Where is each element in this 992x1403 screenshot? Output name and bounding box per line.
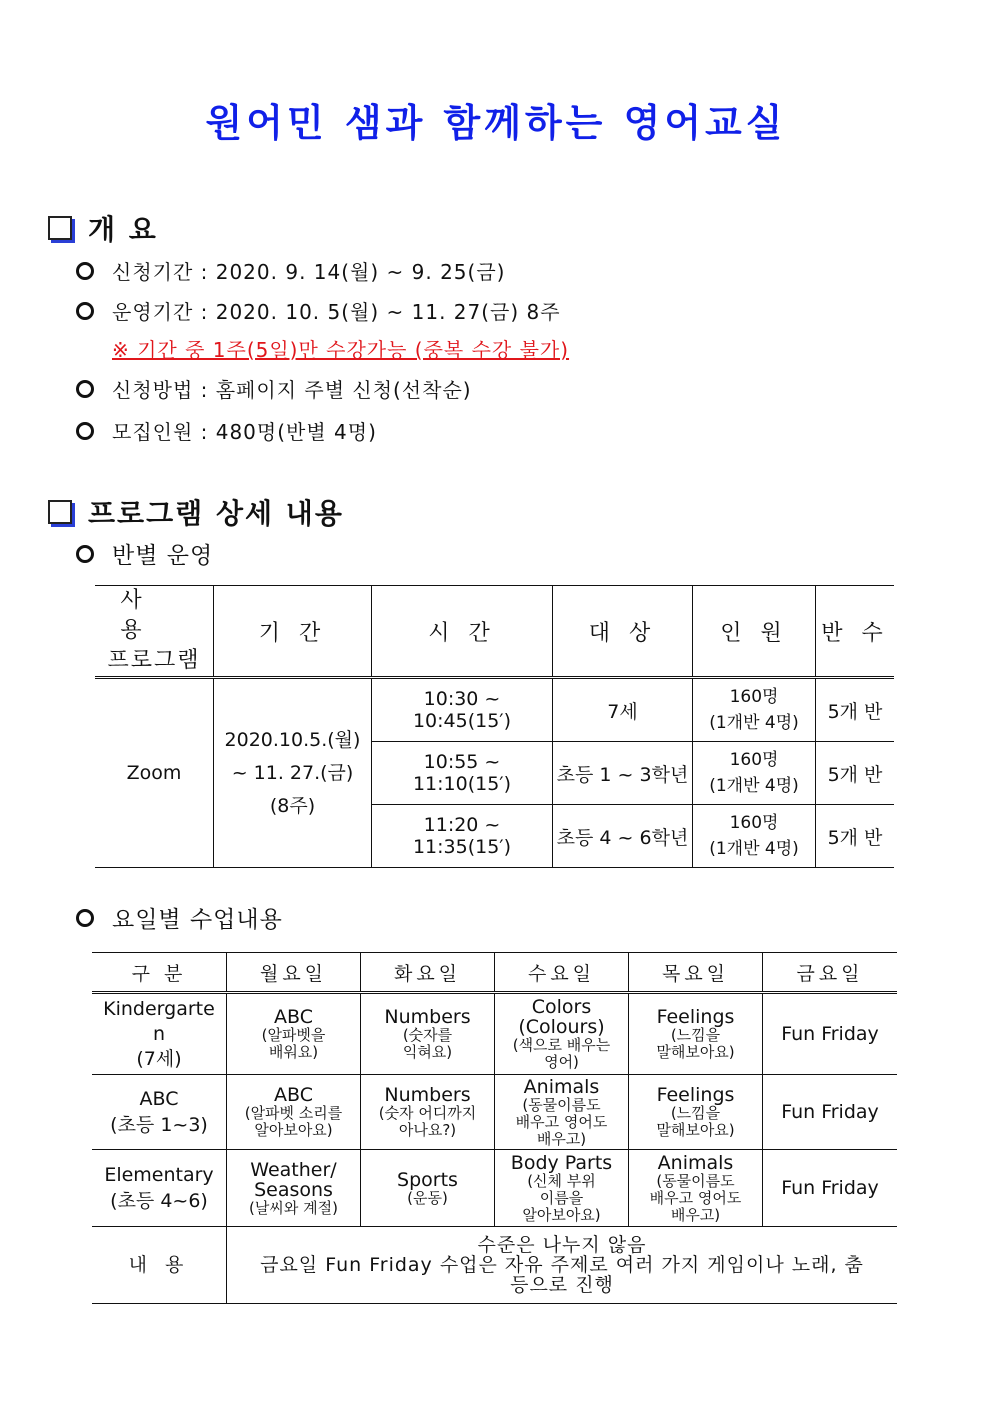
cell-wed	[495, 1150, 629, 1227]
cell-tue	[361, 1150, 495, 1227]
lesson-desc: 이름을	[539, 1188, 584, 1207]
lesson-desc: (느낌을	[670, 1104, 721, 1122]
cell-content	[227, 1227, 898, 1304]
lesson-title: ABC	[274, 1084, 313, 1106]
circle-bullet-icon	[76, 909, 94, 927]
cell-thu	[629, 993, 763, 1075]
header-thu: 목요일	[629, 953, 763, 993]
cell-content-label: 내 용	[92, 1227, 227, 1304]
header-program	[95, 586, 214, 678]
lesson-title: Feelings	[656, 1084, 735, 1106]
lesson-title: Numbers	[384, 1006, 471, 1028]
subsection-title: 요일별 수업내용	[112, 907, 283, 933]
circle-bullet-icon	[76, 380, 94, 398]
cell-mon	[227, 1150, 361, 1227]
lesson-desc: (동물이름도	[656, 1171, 735, 1190]
people-sub: (1개반 4명)	[709, 776, 799, 796]
lesson-title: Weather/	[250, 1158, 337, 1181]
overview-item-text: 신청방법 : 홈페이지 주별 신청(선착순)	[112, 378, 472, 402]
lesson-title: Numbers	[384, 1084, 471, 1106]
period-note: ※ 기간 중 1주(5일)만 수강가능 (중복 수강 불가)	[112, 338, 570, 362]
table-row	[95, 678, 894, 742]
header-period: 기 간	[214, 586, 372, 678]
header-text: 사 용	[120, 588, 188, 643]
lesson-desc: 익혀요)	[402, 1043, 453, 1061]
lesson-desc: (숫자 어디까지	[378, 1104, 477, 1122]
header-mon: 월요일	[227, 953, 361, 993]
lesson-title: (Colours)	[518, 1016, 605, 1038]
lesson-desc: 배우고 영어도	[515, 1112, 608, 1131]
table-row	[92, 993, 897, 1075]
group-line: Elementary	[104, 1164, 214, 1186]
header-fri: 금요일	[763, 953, 898, 993]
cell-wed	[495, 993, 629, 1075]
period-line: 2020.10.5.(월)	[224, 728, 361, 751]
lesson-title: Sports	[397, 1168, 458, 1191]
content-line: 등으로 진행	[510, 1274, 614, 1296]
table-row	[92, 1150, 897, 1227]
subsection-daily-content	[76, 901, 283, 934]
lesson-desc: 말해보아요)	[656, 1121, 735, 1139]
content-line: 수준은 나누지 않음	[477, 1234, 647, 1256]
header-target: 대 상	[553, 586, 693, 678]
people-count: 160명	[729, 750, 779, 770]
cell-program: Zoom	[95, 678, 214, 868]
section-title: 프로그램 상세 내용	[88, 497, 344, 530]
lesson-desc: 아나요?)	[398, 1121, 457, 1139]
lesson-desc: (색으로 배우는	[512, 1036, 611, 1054]
header-people: 인 원	[693, 586, 816, 678]
period-line: (8주)	[269, 794, 316, 817]
cell-mon	[227, 993, 361, 1075]
lesson-desc: 영어)	[544, 1053, 579, 1071]
daily-content-table	[92, 952, 897, 1304]
cell-group	[92, 1150, 227, 1227]
cell-period	[214, 678, 372, 868]
period-line: ~ 11. 27.(금)	[231, 761, 354, 784]
people-count: 160명	[729, 813, 779, 833]
checkbox-square-icon	[48, 216, 72, 240]
cell-classes: 5개 반	[816, 678, 895, 742]
circle-bullet-icon	[76, 262, 94, 280]
overview-item-text: 운영기간 : 2020. 10. 5(월) ~ 11. 27(금) 8주	[112, 300, 561, 324]
lesson-title: Body Parts	[510, 1151, 613, 1174]
group-line: (초등 4~6)	[110, 1190, 208, 1212]
lesson-title: Colors	[531, 996, 592, 1018]
cell-mon	[227, 1075, 361, 1150]
group-line: ABC	[139, 1088, 179, 1110]
lesson-title: ABC	[274, 1006, 313, 1028]
subsection-title: 반별 운영	[112, 543, 214, 569]
lesson-desc: 배워요)	[268, 1043, 319, 1061]
lesson-title: Seasons	[254, 1178, 333, 1201]
circle-bullet-icon	[76, 545, 94, 563]
group-line: (초등 1~3)	[110, 1114, 208, 1136]
cell-classes: 5개 반	[816, 742, 895, 805]
people-sub: (1개반 4명)	[709, 839, 799, 859]
cell-group	[92, 993, 227, 1075]
table-header-row	[92, 953, 897, 993]
circle-bullet-icon	[76, 302, 94, 320]
cell-target: 7세	[553, 678, 693, 742]
lesson-desc: (신체 부위	[527, 1171, 596, 1190]
cell-fri: Fun Friday	[763, 1150, 898, 1227]
overview-item-text: 모집인원 : 480명(반별 4명)	[112, 420, 377, 444]
cell-tue	[361, 1075, 495, 1150]
lesson-desc: (동물이름도	[522, 1095, 601, 1114]
people-count: 160명	[729, 687, 779, 707]
section-title: 개 요	[88, 213, 158, 246]
lesson-desc: 말해보아요)	[656, 1043, 735, 1061]
lesson-desc: 배우고)	[670, 1205, 721, 1224]
content-line: 금요일 Fun Friday 수업은 자유 주제로 여러 가지 게임이나 노래, 춤	[260, 1254, 864, 1276]
lesson-title: Animals	[523, 1075, 600, 1098]
group-line: (7세)	[136, 1047, 182, 1070]
lesson-desc: (날씨와 계절)	[249, 1198, 338, 1217]
cell-fri: Fun Friday	[763, 993, 898, 1075]
overview-item	[76, 256, 505, 285]
header-tue: 화요일	[361, 953, 495, 993]
lesson-desc: 알아보아요)	[522, 1205, 601, 1224]
table-row	[92, 1075, 897, 1150]
group-line: Kindergarte	[103, 997, 215, 1020]
cell-people	[693, 742, 816, 805]
cell-group	[92, 1075, 227, 1150]
cell-time: 11:20 ~ 11:35(15′)	[372, 805, 553, 868]
cell-fri: Fun Friday	[763, 1075, 898, 1150]
cell-time: 10:55 ~ 11:10(15′)	[372, 742, 553, 805]
class-operation-table	[95, 585, 894, 868]
cell-target: 초등 1 ~ 3학년	[553, 742, 693, 805]
cell-target: 초등 4 ~ 6학년	[553, 805, 693, 868]
cell-time: 10:30 ~ 10:45(15′)	[372, 678, 553, 742]
cell-people	[693, 805, 816, 868]
lesson-desc: (느낌을	[670, 1026, 721, 1044]
subsection-class-operation	[76, 537, 213, 570]
overview-item	[76, 296, 561, 325]
overview-item	[76, 416, 377, 445]
cell-tue	[361, 993, 495, 1075]
lesson-desc: (알파벳을	[261, 1026, 326, 1044]
people-sub: (1개반 4명)	[709, 713, 799, 733]
page-title: 원어민 샘과 함께하는 영어교실	[205, 101, 787, 145]
cell-thu	[629, 1075, 763, 1150]
cell-thu	[629, 1150, 763, 1227]
lesson-desc: 배우고 영어도	[649, 1188, 742, 1207]
cell-classes: 5개 반	[816, 805, 895, 868]
cell-wed	[495, 1075, 629, 1150]
header-text: 프로그램	[107, 648, 201, 673]
group-line: n	[152, 1022, 166, 1045]
lesson-desc: 알아보아요)	[254, 1121, 333, 1139]
lesson-title: Feelings	[656, 1006, 735, 1028]
lesson-desc: (숫자를	[402, 1026, 453, 1044]
header-wed: 수요일	[495, 953, 629, 993]
section-overview-heading	[48, 208, 158, 248]
checkbox-square-icon	[48, 500, 72, 524]
header-time: 시 간	[372, 586, 553, 678]
circle-bullet-icon	[76, 422, 94, 440]
lesson-desc: (알파벳 소리를	[244, 1104, 343, 1122]
header-group: 구 분	[92, 953, 227, 993]
lesson-desc: (운동)	[407, 1188, 448, 1207]
cell-people	[693, 678, 816, 742]
overview-item-text: 신청기간 : 2020. 9. 14(월) ~ 9. 25(금)	[112, 260, 506, 284]
lesson-desc: 배우고)	[536, 1129, 587, 1148]
overview-item	[76, 374, 472, 403]
table-header-row	[95, 586, 894, 678]
header-classes: 반 수	[816, 586, 895, 678]
lesson-title: Animals	[657, 1151, 734, 1174]
section-program-heading	[48, 492, 344, 532]
table-row	[92, 1227, 897, 1304]
